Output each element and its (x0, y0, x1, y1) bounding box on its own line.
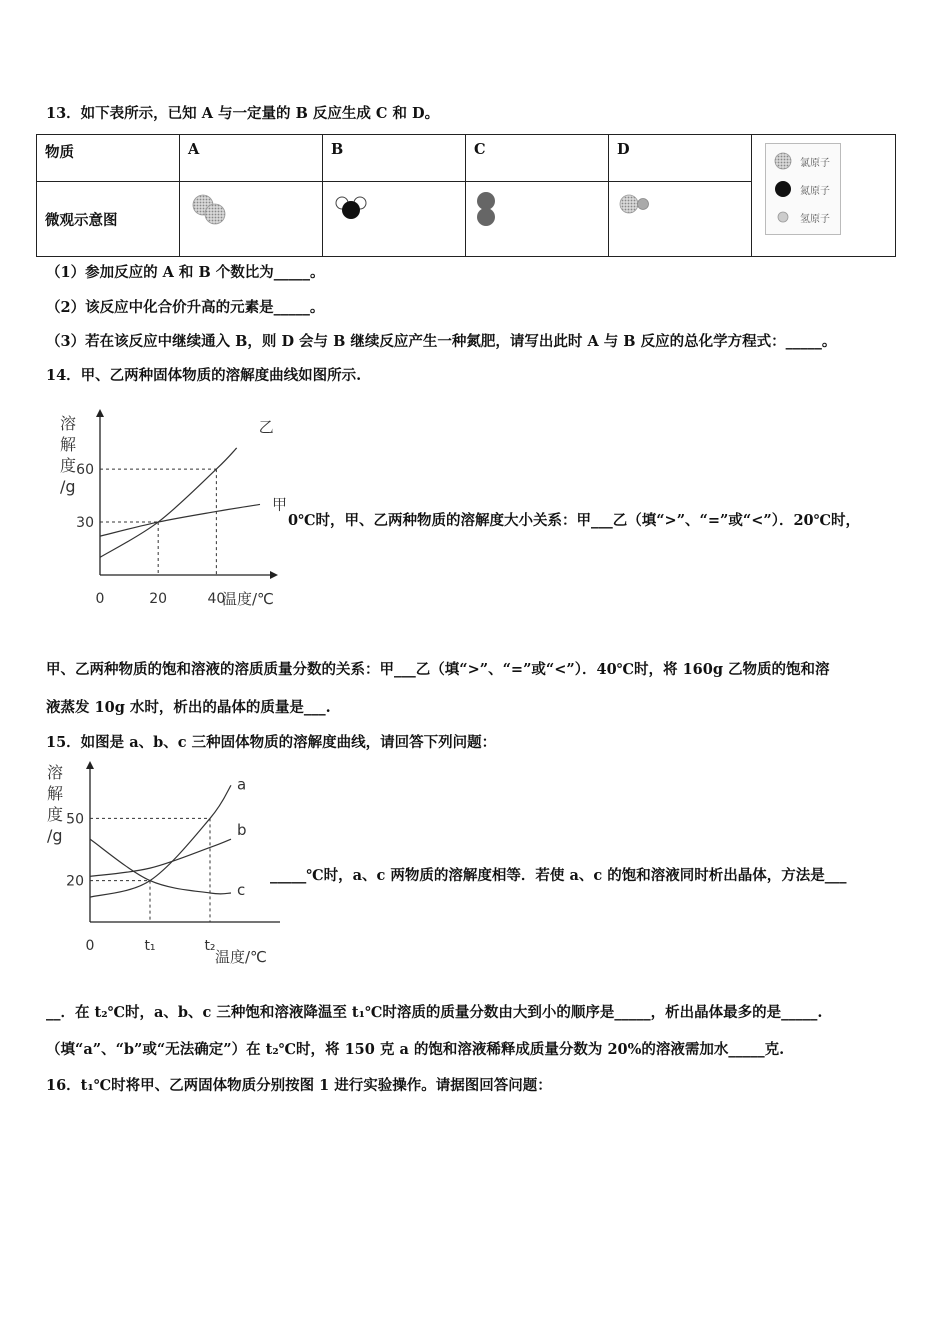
series-label: c (237, 881, 246, 899)
q16-stem: 16．t₁℃时将甲、乙两固体物质分别按图 1 进行实验操作。请据图回答问题： (46, 1077, 552, 1094)
q13-sub3: （3）若在该反应中继续通入 B，则 D 会与 B 继续反应产生一种氮肥，请写出此时 A 与 B 反应的总化学方程式：_____。 (46, 333, 837, 350)
y-tick-label: 50 (66, 811, 84, 828)
table-row-label: 微观示意图 (37, 182, 180, 257)
y-tick-label: 20 (66, 873, 84, 890)
y-tick-label: 60 (76, 462, 94, 479)
y-axis-arrow (86, 761, 94, 769)
q15-text2: __．在 t₂℃时，a、b、c 三种饱和溶液降温至 t₁℃时溶质的质量分数由大到小的顺序是_____，析出晶体最多的是_____. (46, 1004, 823, 1021)
y-axis-label: /g (60, 477, 76, 496)
table-header-cell: C (466, 135, 609, 182)
molecule-c-icon (474, 190, 498, 230)
nitrogen-atom-icon (774, 180, 792, 198)
legend-item (766, 150, 840, 172)
x-tick-label: 40 (207, 591, 226, 607)
hydrogen-atom-icon (777, 211, 789, 223)
q13-sub1: （1）参加反应的 A 和 B 个数比为_____。 (46, 264, 325, 281)
series-line (100, 448, 237, 557)
legend-label: 氯原子 (800, 158, 830, 169)
x-axis-arrow (270, 571, 278, 579)
molecule-b-icon (334, 194, 374, 224)
table-header-cell: 物质 (37, 135, 180, 182)
solubility-chart-15 (40, 758, 280, 970)
legend-label: 氮原子 (800, 186, 830, 197)
series-label: a (237, 775, 247, 794)
y-axis-label: 解 (60, 435, 77, 454)
table-header-cell: D (609, 135, 752, 182)
y-tick-label: 30 (76, 515, 94, 532)
x-tick-label: t₂ (204, 938, 216, 954)
q13-sub2: （2）该反应中化合价升高的元素是_____。 (46, 299, 325, 316)
series-label: b (237, 821, 247, 840)
y-axis-label: 度 (47, 805, 64, 824)
solubility-chart-14 (40, 405, 290, 615)
series-line (100, 504, 260, 536)
x-tick-label: t₁ (144, 938, 156, 954)
x-tick-label: 0 (85, 938, 95, 954)
q13-stem: 13．如下表所示，已知 A 与一定量的 B 反应生成 C 和 D。 (46, 105, 440, 122)
x-axis-label: 温度/℃ (215, 948, 267, 966)
series-label: 甲 (272, 495, 288, 514)
legend-item (766, 206, 840, 228)
legend-label: 氢原子 (800, 214, 830, 225)
q15-text3: （填“a”、“b”或“无法确定”）在 t₂℃时，将 150 克 a 的饱和溶液稀释成质量分数为 20%的溶液需加水_____克. (46, 1041, 785, 1058)
legend-item (766, 178, 840, 200)
chlorine-atom-icon (774, 152, 792, 170)
x-tick-label: 20 (149, 591, 168, 607)
series-label: 乙 (258, 417, 274, 436)
molecule-a-icon (190, 192, 230, 228)
y-axis-arrow (96, 409, 104, 417)
x-tick-label: 0 (95, 591, 105, 607)
q14-stem: 14．甲、乙两种固体物质的溶解度曲线如图所示. (46, 367, 362, 384)
y-axis-label: 解 (47, 784, 64, 803)
q15-text1: _____℃时，a、c 两物质的溶解度相等．若使 a、c 的饱和溶液同时析出晶体，方法是___ (270, 867, 847, 884)
molecule-d-icon (618, 193, 658, 217)
q14-text3: 液蒸发 10g 水时，析出的晶体的质量是___. (46, 699, 331, 716)
q14-text1: 0℃时，甲、乙两种物质的溶解度大小关系：甲___乙（填“>”、“=”或“<”）．20℃时， (288, 512, 861, 529)
atom-legend (765, 143, 841, 235)
table-header-cell: A (180, 135, 323, 182)
y-axis-label: 溶 (60, 414, 77, 433)
y-axis-label: /g (47, 826, 63, 845)
table-header-cell: B (323, 135, 466, 182)
q15-stem: 15．如图是 a、b、c 三种固体物质的溶解度曲线，请回答下列问题： (46, 734, 497, 751)
q14-text2: 甲、乙两种物质的饱和溶液的溶质质量分数的关系：甲___乙（填“>”、“=”或“<”）．40℃时，将 160g 乙物质的饱和溶 (46, 661, 830, 678)
y-axis-label: 溶 (47, 763, 64, 782)
y-axis-label: 度 (60, 456, 77, 475)
x-axis-label: 温度/℃ (222, 590, 274, 608)
